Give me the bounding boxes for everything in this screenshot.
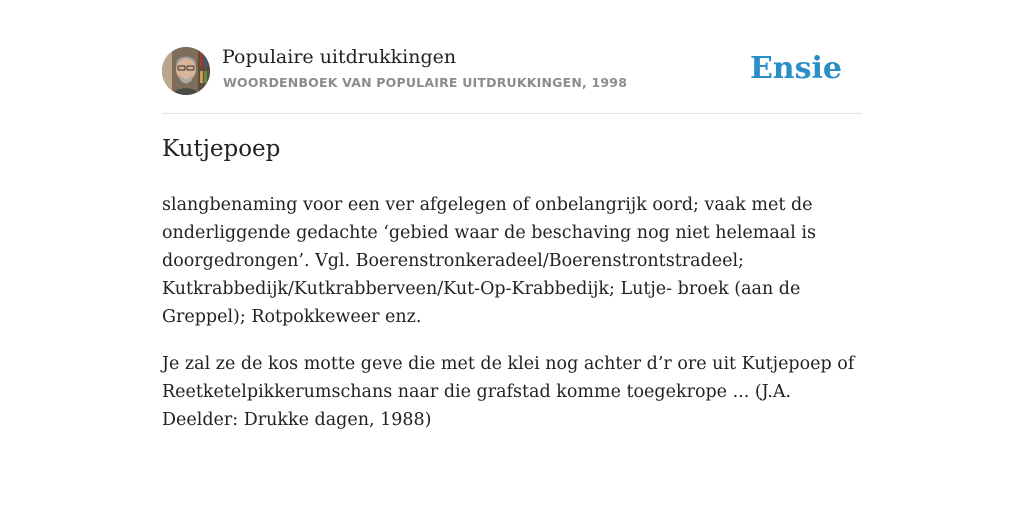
entry-definition: slangbenaming voor een ver afgelegen of onbelangrijk oord; vaak met de onderliggende gedachte ‘gebied waar de beschaving nog niet helemaal is doorgedrongen’. Vgl. Boerenstronkeradeel/Boerenstrontstradeel; Kutkrabbedijk/Kutkrabberveen/Kut-Op-Krabbedijk; Lutje- broek (aan de Greppel); Rotpokkeweer enz.: [162, 195, 816, 327]
author-avatar[interactable]: [162, 47, 210, 95]
entry-body: [162, 191, 872, 453]
source-name[interactable]: Populaire uitdrukkingen: [222, 46, 457, 68]
entry-card: [162, 46, 862, 430]
source-subtitle: WOORDENBOEK VAN POPULAIRE UITDRUKKINGEN, 1998: [223, 75, 628, 90]
portrait-icon: [162, 47, 210, 95]
entry-title: Kutjepoep: [162, 136, 281, 162]
source-header: [162, 46, 862, 114]
entry-example: Je zal ze de kos motte geve die met de klei nog achter d’r ore uit Kutjepoep of Reetketelpikkerumschans naar die grafstad komme toegekrope ... (J.A. Deelder: Drukke dagen, 1988): [162, 354, 855, 430]
ensie-logo[interactable]: Ensie: [749, 51, 842, 86]
